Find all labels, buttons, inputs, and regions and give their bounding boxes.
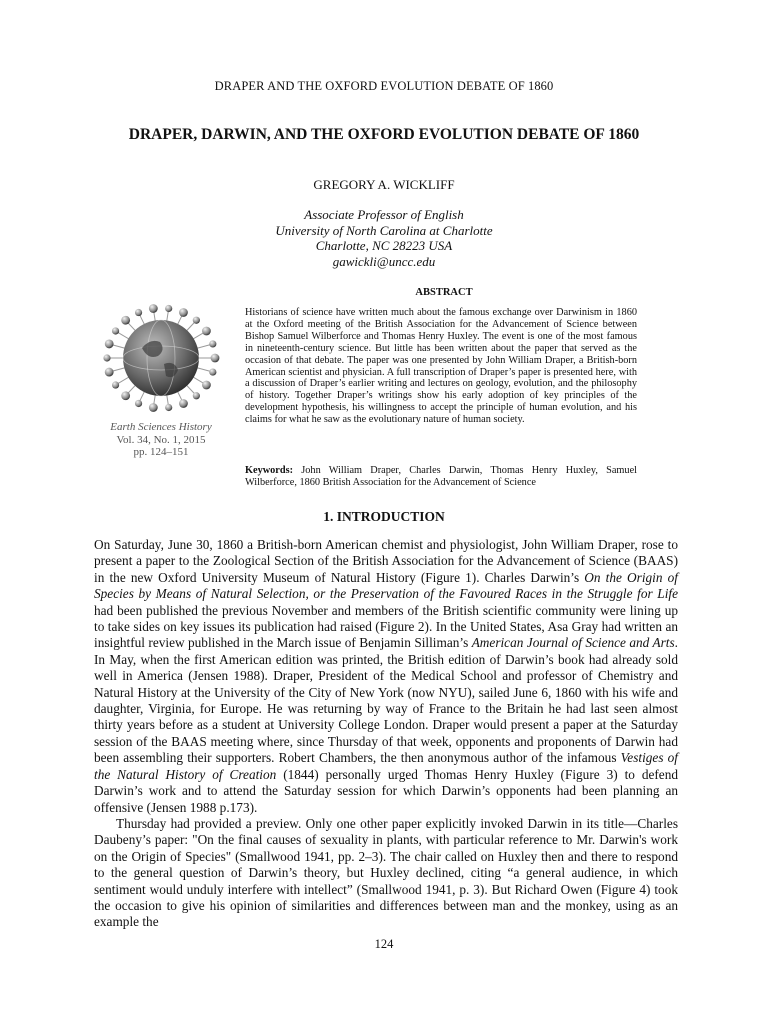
section-heading: 1. INTRODUCTION bbox=[323, 509, 445, 524]
article-title: DRAPER, DARWIN, AND THE OXFORD EVOLUTION DEBATE OF 1860 bbox=[128, 126, 640, 143]
author-email[interactable]: gawickli@uncc.edu bbox=[332, 253, 436, 269]
author-location: Charlotte, NC 28223 USA bbox=[315, 238, 453, 254]
keywords-label: Keywords: bbox=[245, 465, 294, 476]
journal-volume: Vol. 34, No. 1, 2015 bbox=[116, 433, 206, 446]
body-text bbox=[94, 537, 678, 931]
running-head: DRAPER AND THE OXFORD EVOLUTION DEBATE OF 1860 bbox=[214, 79, 554, 93]
paragraph-1: On Saturday, June 30, 1860 a British-born American chemist and physiologist, John William Draper, rose to present a paper to the Zoological Section of the British Association for the Advancement of Science (BAAS) in the new Oxford University Museum of Natural History (Figure 1). Charles Darwin’s On the Origin of Species by Means of Natural Selection, or the Preservation of the Favoured Races in the Struggle for Life had been published the previous November and members of the British scientific community were lining up to take sides on key issues its publication had raised (Figure 2). In the United States, Asa Gray had written an insightful review published in the March issue of Benjamin Silliman’s American Journal of Science and Arts. In May, when the first American edition was printed, the British edition of Darwin’s book had already sold well in America (Jensen 1988). Draper, President of the Medical School and professor of Chemistry and Natural History at the University of the City of New York (now NYU), sailed June 6, 1860 with his wife and daughter, Virginia, for Europe. He was returning by way of France to the Britain he had last seen almost thirty years before as a student at University College London. Draper would present a paper at the Saturday session of the BAAS meeting where, since Thursday of that week, opponents and proponents of Darwin had been assembling their supporters. Robert Chambers, the then anonymous author of the infamous Vestiges of the Natural History of Creation (1844) personally urged Thomas Henry Huxley (Figure 3) to defend Darwin’s work and to attend the Saturday session for which Darwin’s opponents had been planning an offensive (Jensen 1988 p.173). bbox=[94, 537, 678, 815]
author-name: GREGORY A. WICKLIFF bbox=[313, 177, 455, 192]
abstract-heading: ABSTRACT bbox=[415, 287, 473, 298]
paragraph-2: Thursday had provided a preview. Only one other paper explicitly invoked Darwin in its title—Charles Daubeny’s paper: "On the final causes of sexuality in plants, with particular reference to Mr. Darwin's work on the Origin of Species" (Smallwood 1941, pp. 2–3). The chair called on Huxley then and there to respond to the general question of Darwin’s theory, but Huxley declined, citing “a general audience, in which sentiment would unduly interfere with intellect” (Smallwood 1941, p. 3). But Richard Owen (Figure 4) took the occasion to give his opinion of similarities and differences between man and the monkey, using as an example the bbox=[94, 815, 678, 930]
keywords-text: John William Draper, Charles Darwin, Thomas Henry Huxley, Samuel Wilberforce, 1860 British Association for the Advancement of Science bbox=[245, 465, 638, 488]
keywords bbox=[245, 465, 637, 489]
journal-name: Earth Sciences History bbox=[110, 421, 212, 433]
abstract-text: Historians of science have written much about the famous exchange over Darwinism in 1860 at the Oxford meeting of the British Association for the Advancement of Science between Bishop Samuel Wilberforce and Thomas Henry Huxley. The event is one of the most famous in nineteenth-century science. But little has been written about the paper that served as the occasion of that debate. The paper was one presented by John William Draper, a British-born American scientist and physician. A full transcription of Draper’s paper is presented here, with a discussion of Draper’s earlier writing and lectures on geology, evolution, and the philosophy of history. Together Draper’s writings show his early adoption of key principles of the development hypothesis, his willingness to accept the principle of human evolution, and his claims for what he saw as the evolutionary nature of human society. bbox=[245, 307, 637, 426]
author-affiliation bbox=[0, 207, 768, 269]
page-number: 124 bbox=[374, 937, 394, 951]
author-institution: University of North Carolina at Charlotte bbox=[275, 222, 493, 238]
earth-sciences-history-logo-icon bbox=[96, 298, 226, 418]
author-position: Associate Professor of English bbox=[304, 207, 464, 222]
journal-pages: pp. 124–151 bbox=[133, 446, 189, 459]
journal-info bbox=[96, 421, 226, 459]
